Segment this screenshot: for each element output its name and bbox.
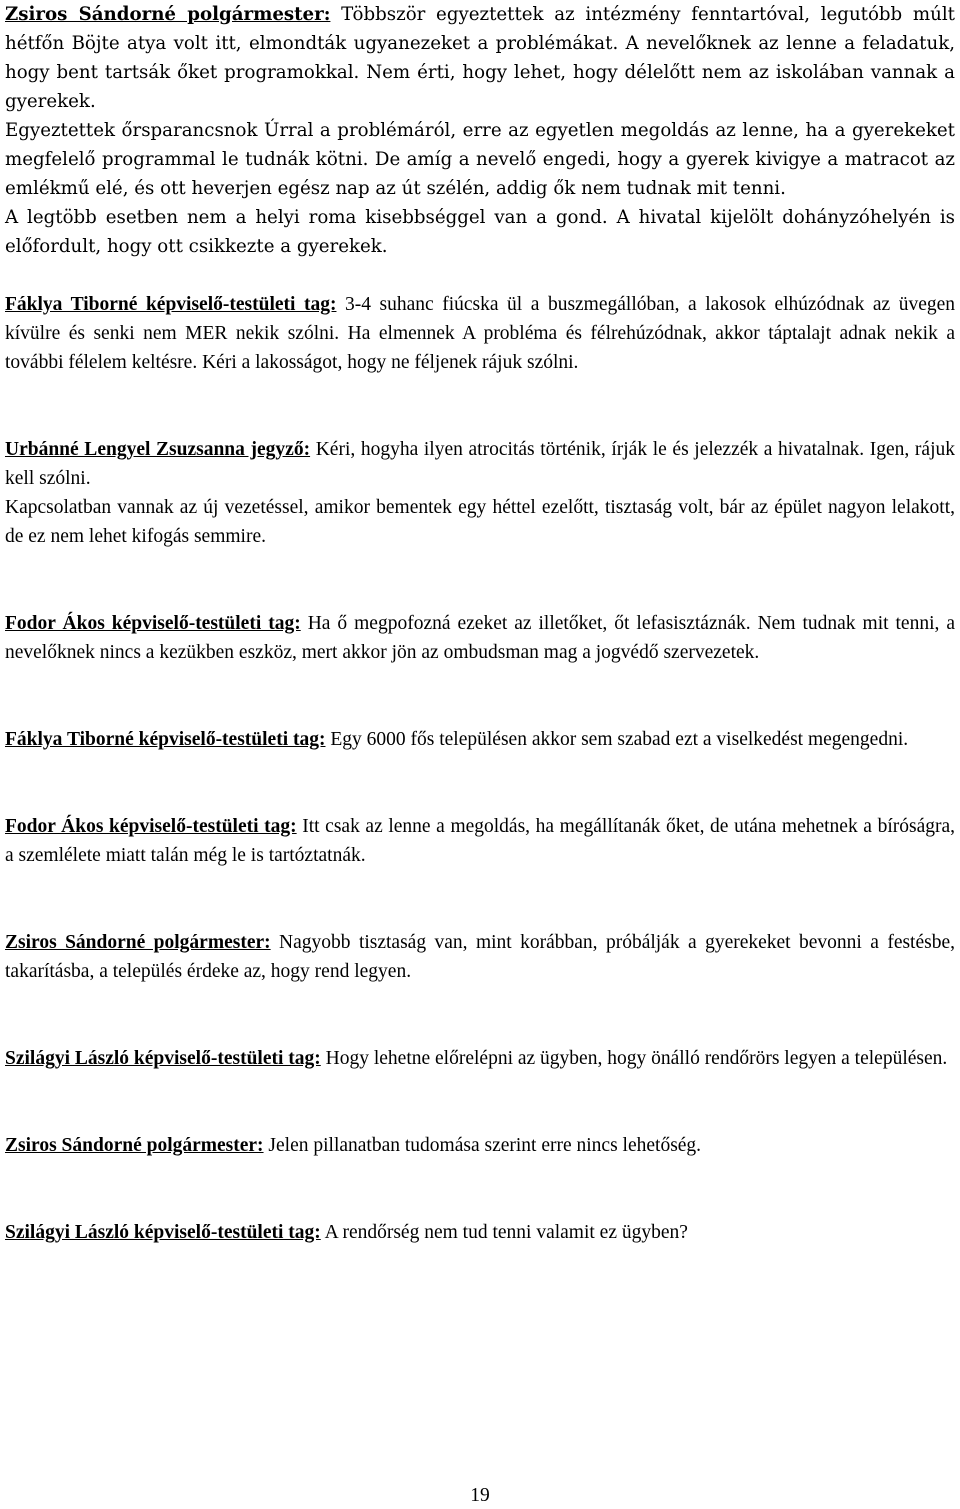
paragraph-text: A legtöbb esetben nem a helyi roma kisebbséggel van a gond. A hivatal kijelölt dohányzóhelyén is előfordult, hogy ott csikkezte a gyerekek. — [5, 207, 955, 257]
speaker-name: Zsiros Sándorné polgármester: — [5, 932, 271, 953]
paragraph-text: Jelen pillanatban tudomása szerint erre nincs lehetőség. — [263, 1135, 702, 1156]
speaker-name: Fodor Ákos képviselő-testületi tag: — [5, 613, 301, 634]
page-number: 19 — [470, 1485, 490, 1506]
paragraph-3 — [5, 203, 955, 261]
paragraph-text: Egy 6000 fős településen akkor sem szabad ezt a viselkedést megengedni. — [325, 729, 909, 750]
speaker-name: Fáklya Tiborné képviselő-testületi tag: — [5, 729, 326, 750]
paragraph-12 — [5, 1131, 955, 1160]
paragraph-text: Kéri, hogyha ilyen atrocitás történik, írják le és jelezzék a hivatalnak. Igen, rájuk kell szólni. — [5, 439, 955, 489]
speaker-name: Fodor Ákos képviselő-testületi tag: — [5, 816, 297, 837]
paragraph-text: Ha ő megpofozná ezeket az illetőket, őt lefasisztáznák. Nem tudnak mit tenni, a nevelőknek nincs a kezükben eszköz, mert akkor jön az ombudsman mag a jogvédő szervezetek. — [5, 613, 955, 663]
paragraph-text: Nagyobb tisztaság van, mint korábban, próbálják a gyerekeket bevonni a festésbe, takarításba, a település érdeke az, hogy rend legyen. — [5, 932, 955, 982]
paragraph-1 — [5, 0, 955, 116]
speaker-name: Szilágyi László képviselő-testületi tag: — [5, 1048, 321, 1069]
paragraph-9 — [5, 812, 955, 870]
paragraph-5 — [5, 435, 955, 493]
paragraph-13 — [5, 1218, 955, 1247]
paragraph-11 — [5, 1044, 955, 1073]
paragraph-8 — [5, 725, 955, 754]
speaker-name: Zsiros Sándorné polgármester: — [5, 1135, 264, 1156]
speaker-name: Fáklya Tiborné képviselő-testületi tag: — [5, 294, 337, 315]
speaker-name: Szilágyi László képviselő-testületi tag: — [5, 1222, 321, 1243]
speaker-name: Urbánné Lengyel Zsuzsanna jegyző: — [5, 439, 311, 460]
paragraph-6 — [5, 493, 955, 551]
paragraph-2 — [5, 116, 955, 203]
document-page — [5, 0, 955, 1247]
paragraph-10 — [5, 928, 955, 986]
paragraph-text: 3-4 suhanc fiúcska ül a buszmegállóban, a lakosok elhúzódnak az üvegen kívülre és senki nem MER nekik szólni. Ha elmennek A probléma és félrehúzódnak, akkor táptalajt adnak nekik a további félelem keltésre. Kéri a lakosságot, hogy ne féljenek rájuk szólni. — [5, 294, 956, 373]
paragraph-text: Hogy lehetne előrelépni az ügyben, hogy önálló rendőrörs legyen a településen. — [320, 1048, 948, 1069]
paragraph-text: A rendőrség nem tud tenni valamit ez ügyben? — [320, 1222, 688, 1243]
paragraph-4 — [5, 290, 955, 377]
paragraph-text: Itt csak az lenne a megoldás, ha megállítanák őket, de utána mehetnek a bíróságra, a szemlélete miatt talán még le is tartóztatnák. — [5, 816, 956, 866]
speaker-name: Zsiros Sándorné polgármester: — [5, 4, 331, 25]
paragraph-text: Többször egyeztettek az intézmény fenntartóval, legutóbb múlt hétfőn Böjte atya volt itt, elmondták ugyanezeket a problémákat. A nevelőknek az lenne a feladatuk, hogy bent tartsák őket programokkal. Nem érti, hogy lehet, hogy délelőtt nem az iskolában vannak a gyerekek. — [5, 4, 955, 112]
paragraph-text: Egyeztettek őrsparancsnok Úrral a problémáról, erre az egyetlen megoldás az lenne, ha a gyerekeket megfelelő programmal le tudnák kötni. De amíg a nevelő engedi, hogy a gyerek kivigye a matracot az emlékmű elé, és ott heverjen egész nap az út szélén, addig ők nem tudnak mit tenni. — [5, 120, 955, 199]
paragraph-7 — [5, 609, 955, 667]
paragraph-text: Kapcsolatban vannak az új vezetéssel, amikor bementek egy héttel ezelőtt, tisztaság volt, bár az épület nagyon lelakott, de ez nem lehet kifogás semmire. — [5, 497, 955, 547]
